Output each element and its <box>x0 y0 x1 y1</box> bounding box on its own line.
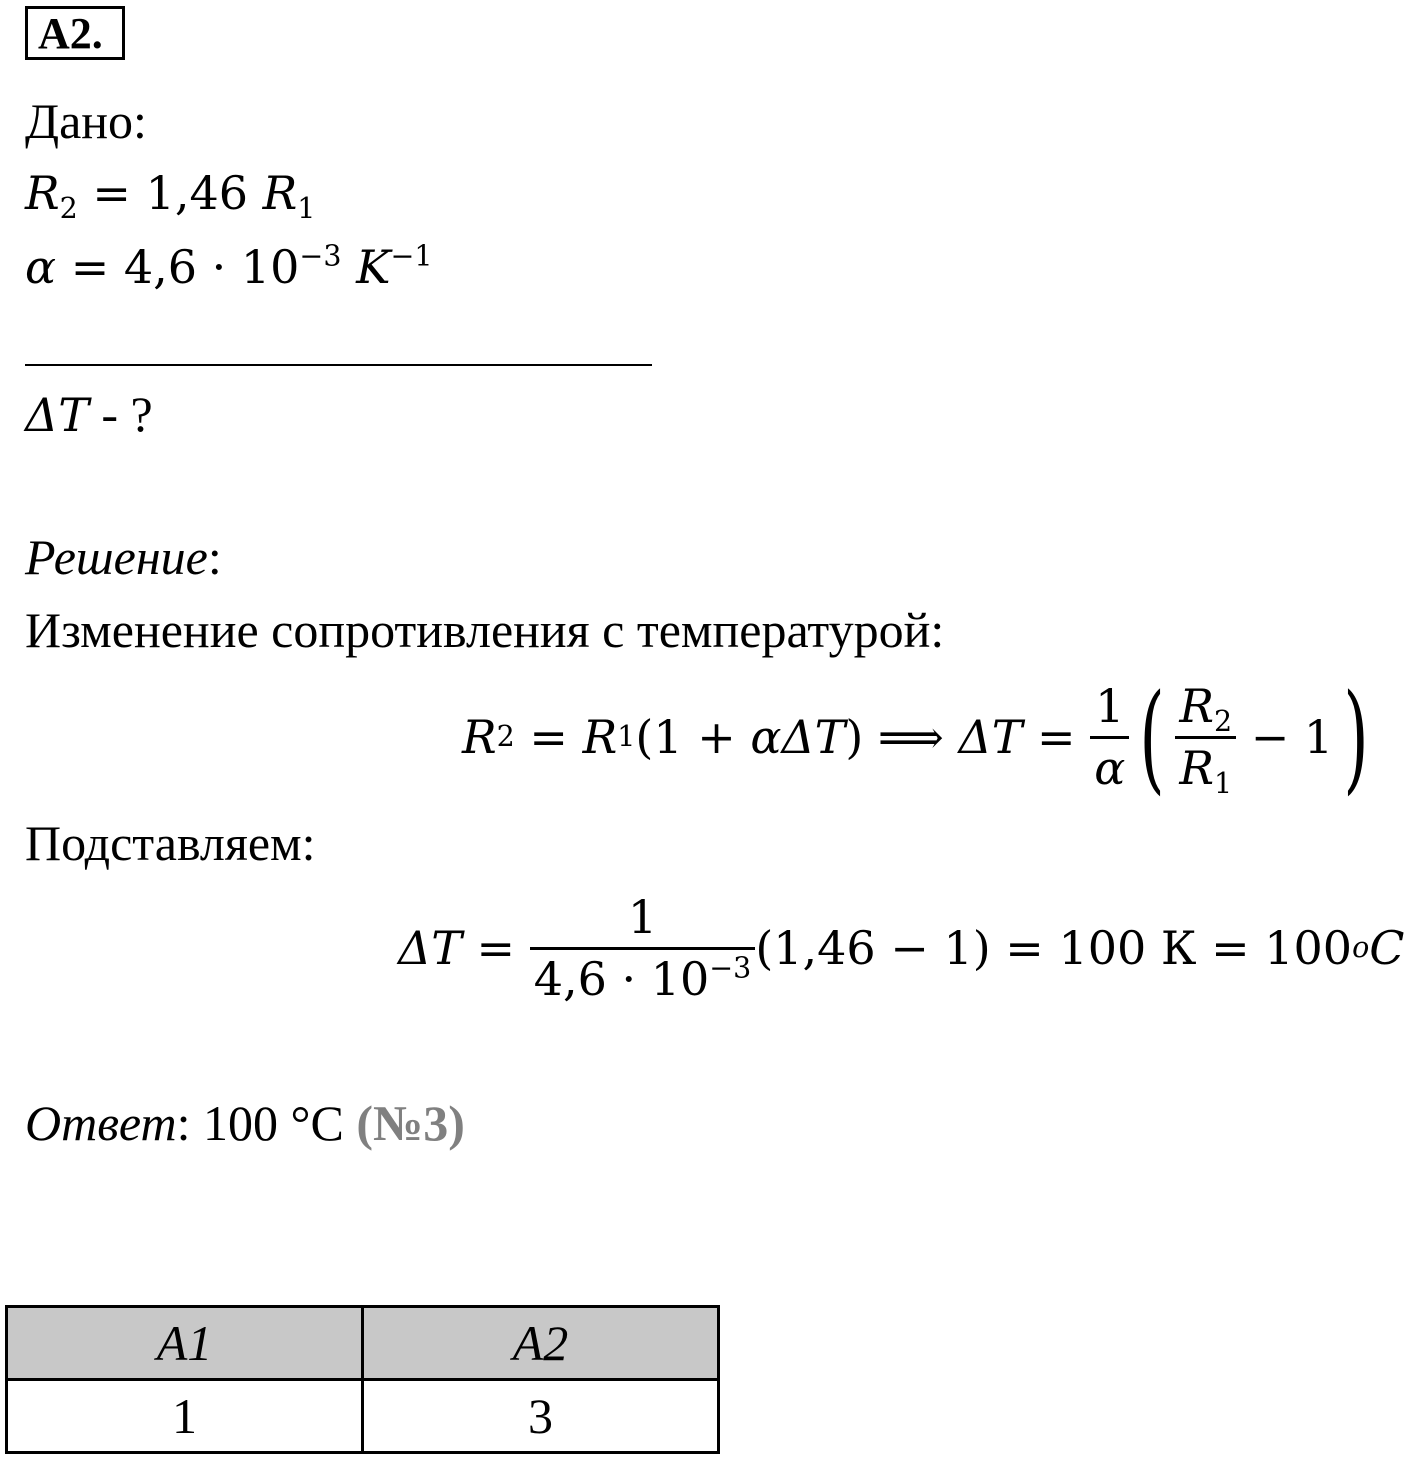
table-cell: 1 <box>7 1380 363 1453</box>
denominator: α <box>1094 740 1126 795</box>
delta-t-symbol: ΔT <box>25 388 89 442</box>
calculation: ΔT = $\frac{1}{4,6 \cdot 10^{-3}}$ (1,46 − 1) = 100 К = 100 o C <box>398 889 1404 1006</box>
r-var: R <box>1179 678 1214 733</box>
given-alpha-line <box>25 239 433 294</box>
exponent: −3 <box>709 950 752 984</box>
answer-ref: (№3) <box>356 1095 465 1151</box>
equals: = <box>461 921 530 975</box>
celsius-c: C <box>1369 921 1404 975</box>
answer-table <box>5 1305 720 1454</box>
paren-open: (1 + <box>635 710 751 764</box>
r-var: R <box>582 710 618 764</box>
big-paren-open: ( <box>1139 667 1165 806</box>
fraction-bar <box>1090 736 1129 739</box>
colon: : <box>176 1095 191 1151</box>
alpha-value: = 4,6 · 10 <box>56 240 300 294</box>
delta-t-symbol: ΔT <box>398 921 462 975</box>
implies-arrow: ⟹ <box>863 710 959 764</box>
equals: = <box>1022 710 1091 764</box>
find-line <box>25 386 153 442</box>
numerator: 1 <box>627 889 658 944</box>
subscript: 1 <box>1213 766 1233 800</box>
one-over-alpha <box>1090 678 1129 795</box>
substitute-label: Подставляем: <box>25 815 316 871</box>
given-r2-line <box>25 166 316 226</box>
solution-intro: Изменение сопротивления с температурой: <box>25 602 945 658</box>
unit: K <box>341 240 391 294</box>
table-header-row <box>7 1307 719 1380</box>
answer-label: Ответ <box>25 1095 177 1151</box>
given-divider <box>25 364 652 366</box>
equals-value: = 1,46 <box>77 166 263 220</box>
table-header-cell: A2 <box>363 1307 719 1380</box>
fraction-bar <box>530 947 756 950</box>
subscript: 1 <box>297 192 316 226</box>
find-question: - ? <box>88 386 153 442</box>
alpha-symbol: α <box>25 240 57 294</box>
exponent: −1 <box>390 239 433 273</box>
equals: = <box>514 710 583 764</box>
table-cell: 3 <box>363 1380 719 1453</box>
denominator <box>530 950 756 1006</box>
fraction-bar <box>1175 736 1236 739</box>
numerator: 1 <box>1095 678 1125 733</box>
numerator <box>1175 678 1236 739</box>
answer-line <box>25 1095 465 1151</box>
r-var: R <box>262 166 298 220</box>
r2-over-r1 <box>1175 678 1236 800</box>
minus-one: − 1 <box>1236 710 1334 764</box>
calc-rest: (1,46 − 1) = 100 К = 100 <box>755 921 1353 975</box>
answer-value: 100 °С <box>190 1095 357 1151</box>
solution-heading <box>25 529 222 585</box>
exponent: −3 <box>299 239 342 273</box>
subscript: 2 <box>59 192 78 226</box>
colon: : <box>207 529 222 585</box>
solution-heading-word: Решение <box>25 529 208 585</box>
resistance-formula: R 2 = R 1 (1 + αΔT ) ⟹ ΔT = $\frac{1}{\alpha}$ ( $\frac{R_2}{R_1}$ − 1 ) <box>462 667 1369 806</box>
paren-close: ) <box>845 710 864 764</box>
given-heading: Дано: <box>25 93 147 149</box>
den-base: 4,6 · 10 <box>533 951 710 1006</box>
table-row <box>7 1380 719 1453</box>
table-header-cell: A1 <box>7 1307 363 1380</box>
r-var: R <box>1179 740 1214 795</box>
denominator <box>1175 740 1236 800</box>
delta-t-symbol: ΔT <box>958 710 1023 764</box>
calc-fraction <box>530 889 756 1006</box>
r-var: R <box>25 166 60 220</box>
subscript: 2 <box>1213 705 1233 739</box>
big-paren-close: ) <box>1343 667 1369 806</box>
r-var: R <box>462 710 497 764</box>
task-label: A2. <box>25 6 125 60</box>
alpha-delta-t: αΔT <box>750 710 846 764</box>
